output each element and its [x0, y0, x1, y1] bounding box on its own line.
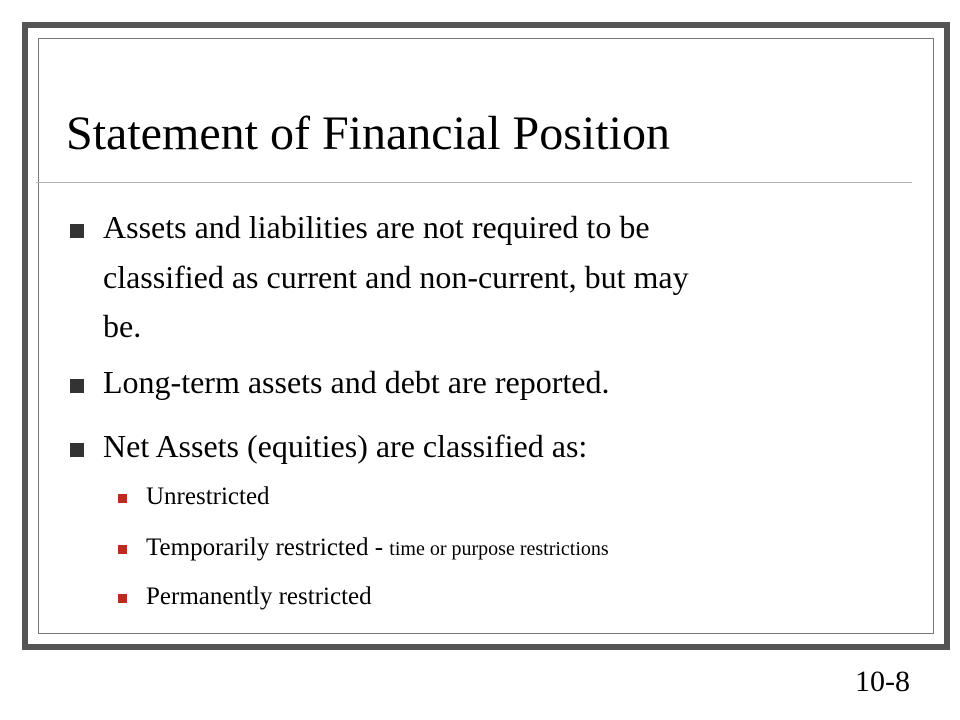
sub-bullet-marker-1	[118, 494, 127, 503]
bullet-marker-2	[70, 379, 84, 393]
sub-bullet-2-main: Temporarily restricted -	[146, 534, 390, 561]
bullet-marker-3	[70, 443, 84, 457]
bullet-3-text: Net Assets (equities) are classified as:	[103, 428, 588, 464]
title-divider	[36, 182, 912, 183]
sub-bullet-marker-3	[118, 594, 127, 603]
slide-title: Statement of Financial Position	[66, 107, 670, 160]
sub-bullet-2-text	[146, 533, 609, 564]
sub-bullet-1-text: Unrestricted	[146, 483, 270, 510]
sub-bullet-3-text: Permanently restricted	[146, 583, 372, 610]
sub-bullet-2-note: time or purpose restrictions	[389, 538, 609, 560]
bullet-1-line-1: Assets and liabilities are not required to be	[103, 209, 650, 245]
bullet-2-text: Long-term assets and debt are reported.	[103, 364, 610, 400]
bullet-1-line-2: classified as current and non-current, but may	[103, 259, 689, 295]
slide-number: 10-8	[855, 665, 910, 698]
bullet-marker-1	[70, 224, 84, 238]
bullet-1-line-3: be.	[103, 308, 142, 344]
sub-bullet-marker-2	[118, 545, 127, 554]
